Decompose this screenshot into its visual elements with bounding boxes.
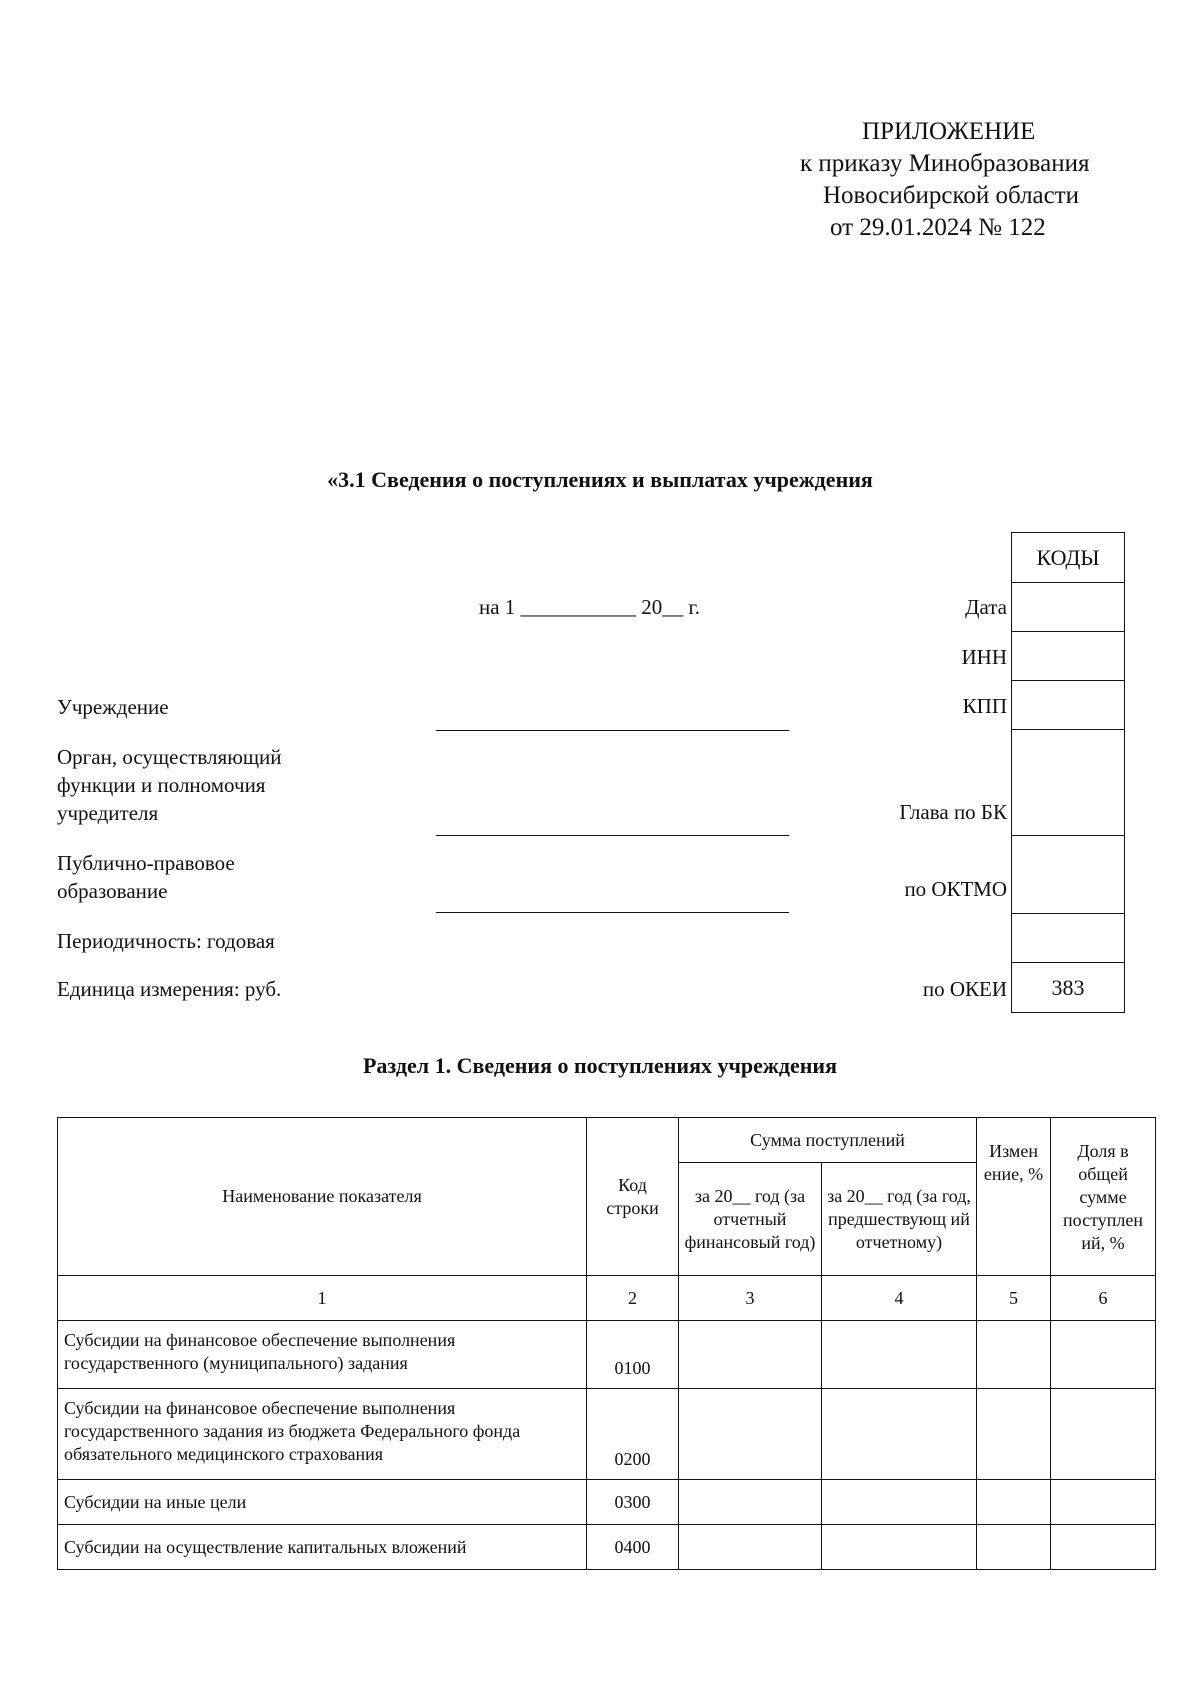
header-change: Измен ение, % bbox=[977, 1118, 1051, 1276]
codes-box bbox=[1011, 532, 1125, 1013]
row-code: 0100 bbox=[587, 1321, 679, 1389]
founder-label-3: учредителя bbox=[57, 801, 159, 825]
row-name: Субсидии на осуществление капитальных вложений bbox=[58, 1525, 587, 1570]
row-cell bbox=[679, 1480, 822, 1525]
table-row bbox=[58, 1480, 1156, 1525]
row-cell bbox=[977, 1321, 1051, 1389]
row-cell bbox=[822, 1480, 977, 1525]
appendix-line-1: ПРИЛОЖЕНИЕ bbox=[862, 118, 1036, 145]
row-code: 0200 bbox=[587, 1389, 679, 1480]
code-okei-cell: 383 bbox=[1012, 963, 1125, 1013]
oktmo-label: по ОКТМО bbox=[904, 877, 1007, 901]
row-code: 0400 bbox=[587, 1525, 679, 1570]
row-cell bbox=[1051, 1321, 1156, 1389]
receipts-table bbox=[57, 1117, 1156, 1570]
codes-header: КОДЫ bbox=[1012, 533, 1125, 583]
row-cell bbox=[1051, 1480, 1156, 1525]
date-line: на 1 ___________ 20__ г. bbox=[479, 595, 701, 619]
code-inn-cell bbox=[1012, 632, 1125, 681]
unit-label: Единица измерения: руб. bbox=[57, 977, 282, 1001]
code-periodicity-cell bbox=[1012, 914, 1125, 963]
code-bk-cell bbox=[1012, 730, 1125, 836]
col-number-4: 4 bbox=[822, 1276, 977, 1321]
col-number-6: 6 bbox=[1051, 1276, 1156, 1321]
col-number-1: 1 bbox=[58, 1276, 587, 1321]
appendix-line-3: Новосибирской области bbox=[823, 182, 1080, 209]
row-cell bbox=[822, 1321, 977, 1389]
header-sum: Сумма поступлений bbox=[679, 1118, 977, 1163]
col-number-3: 3 bbox=[679, 1276, 822, 1321]
row-cell bbox=[977, 1389, 1051, 1480]
founder-label-2: функции и полномочия bbox=[57, 773, 266, 797]
header-code: Код строки bbox=[587, 1118, 679, 1276]
col-number-5: 5 bbox=[977, 1276, 1051, 1321]
row-cell bbox=[1051, 1389, 1156, 1480]
code-kpp-cell bbox=[1012, 681, 1125, 730]
row-cell bbox=[679, 1321, 822, 1389]
public-entity-label-1: Публично-правовое bbox=[57, 851, 235, 875]
bk-label: Глава по БК bbox=[899, 800, 1007, 824]
table-row bbox=[58, 1321, 1156, 1389]
row-cell bbox=[977, 1480, 1051, 1525]
founder-underline bbox=[436, 835, 789, 836]
institution-underline bbox=[436, 730, 789, 731]
periodicity-label: Периодичность: годовая bbox=[57, 929, 275, 953]
kpp-label: КПП bbox=[962, 694, 1007, 718]
col-number-2: 2 bbox=[587, 1276, 679, 1321]
header-share: Доля в общей сумме поступлен ий, % bbox=[1051, 1118, 1156, 1276]
row-cell bbox=[822, 1525, 977, 1570]
header-sum-previous: за 20__ год (за год, предшествующ ий отчетному) bbox=[822, 1163, 977, 1276]
row-cell bbox=[1051, 1525, 1156, 1570]
section-title: Раздел 1. Сведения о поступлениях учреждения bbox=[362, 1053, 837, 1078]
table-row bbox=[58, 1525, 1156, 1570]
row-cell bbox=[679, 1389, 822, 1480]
inn-label: ИНН bbox=[961, 645, 1007, 669]
row-name: Субсидии на финансовое обеспечение выполнения государственного задания из бюджета Федерального фонда обязательного медицинского страхования bbox=[58, 1389, 587, 1480]
row-cell bbox=[977, 1525, 1051, 1570]
row-name: Субсидии на иные цели bbox=[58, 1480, 587, 1525]
institution-label: Учреждение bbox=[57, 695, 169, 719]
public-entity-underline bbox=[436, 912, 789, 913]
header-sum-current: за 20__ год (за отчетный финансовый год) bbox=[679, 1163, 822, 1276]
code-oktmo-cell bbox=[1012, 836, 1125, 914]
row-cell bbox=[822, 1389, 977, 1480]
okei-label: по ОКЕИ bbox=[922, 977, 1007, 1001]
row-cell bbox=[679, 1525, 822, 1570]
founder-label-1: Орган, осуществляющий bbox=[57, 745, 282, 769]
table-row bbox=[58, 1389, 1156, 1480]
date-code-label: Дата bbox=[965, 595, 1007, 619]
row-name: Субсидии на финансовое обеспечение выполнения государственного (муниципального) задания bbox=[58, 1321, 587, 1389]
appendix-line-2: к приказу Минобразования bbox=[800, 150, 1090, 177]
public-entity-label-2: образование bbox=[57, 879, 168, 903]
header-name: Наименование показателя bbox=[58, 1118, 587, 1276]
form-title: «3.1 Сведения о поступлениях и выплатах учреждения bbox=[327, 467, 873, 492]
row-code: 0300 bbox=[587, 1480, 679, 1525]
appendix-line-4: от 29.01.2024 № 122 bbox=[830, 214, 1046, 241]
code-date-cell bbox=[1012, 583, 1125, 632]
